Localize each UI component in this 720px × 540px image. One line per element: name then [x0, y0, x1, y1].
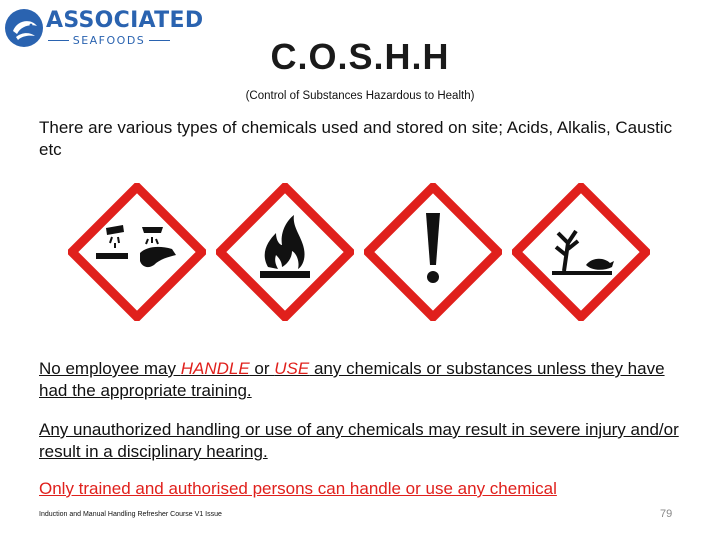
warning-text: Any unauthorized handling or use of any chemicals may result in severe injury and/or result in a disciplinary hearing.: [39, 420, 679, 461]
flammable-icon: [216, 183, 354, 321]
authorised-persons-text: Only trained and authorised persons can handle or use any chemical: [39, 479, 557, 498]
intro-text: There are various types of chemicals used and stored on site; Acids, Alkalis, Caustic etc: [39, 118, 673, 159]
page-title: C.O.S.H.H: [270, 36, 450, 77]
page-subtitle: (Control of Substances Hazardous to Health): [245, 90, 475, 102]
logo-sub-text: SEAFOODS: [48, 34, 170, 47]
exclamation-icon: [364, 183, 502, 321]
use-emphasis: USE: [274, 359, 310, 378]
page-number: 79: [660, 508, 673, 520]
environmental-hazard-icon: [512, 183, 650, 321]
footer-note: Induction and Manual Handling Refresher Course V1 Issue: [39, 511, 222, 518]
logo-brand-text: ASSOCIATED: [46, 8, 204, 33]
training-requirement-text: No employee may HANDLE or USE any chemicals or substances unless they have had the appropriate training.: [39, 359, 665, 400]
corrosive-icon: [68, 183, 206, 321]
handle-emphasis: HANDLE: [180, 359, 250, 378]
hazard-pictograms: [68, 183, 650, 321]
